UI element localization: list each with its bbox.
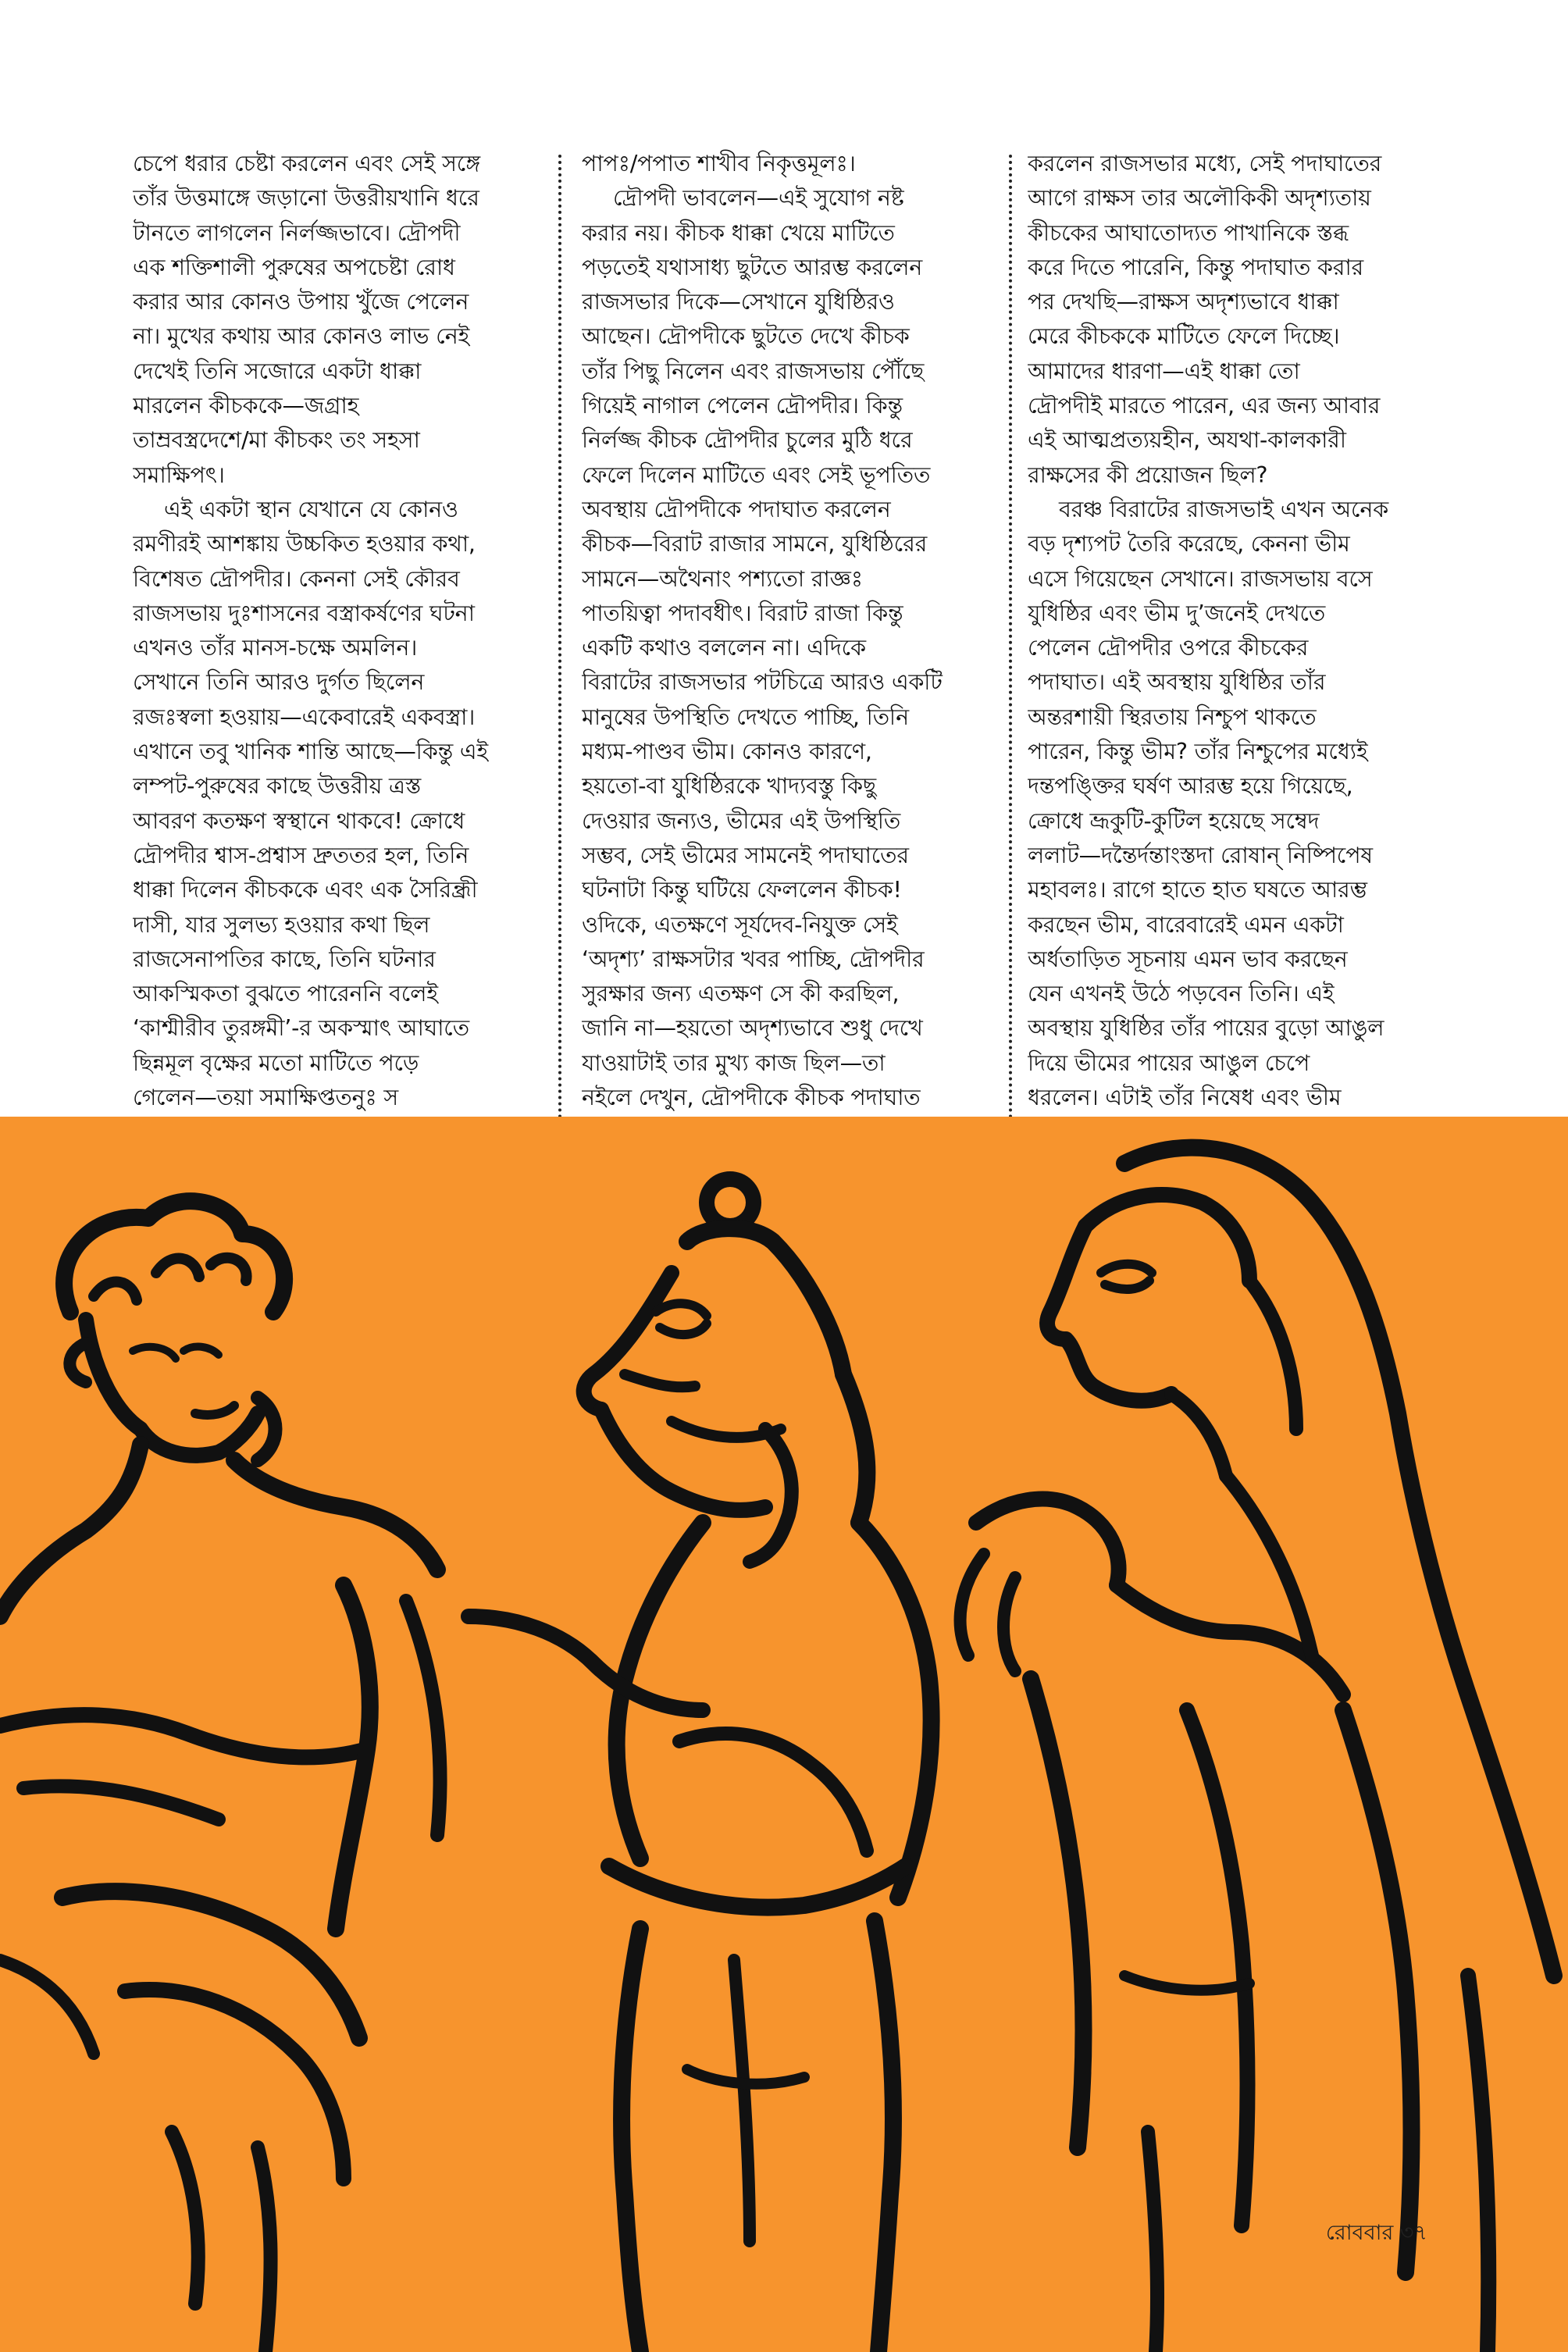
text-line: গেলেন—তয়া সমাক্ষিপ্ততনুঃ স [133,1085,398,1111]
text-line: সুরক্ষার জন্য এতক্ষণ সে কী করছিল, [582,981,900,1007]
text-line: আছেন। দ্রৌপদীকে ছুটতে দেখে কীচক [582,323,910,350]
text-line: রাজসেনাপতির কাছে, তিনি ঘটনার [133,946,436,972]
text-line: বিশেষত দ্রৌপদীর। কেননা সেই কৌরব [133,565,460,592]
text-line: আবরণ কতক্ষণ স্বস্থানে থাকবে! ক্রোধে [133,807,465,834]
text-column-2 [582,147,1007,1115]
text-line: মহাবলঃ। রাগে হাতে হাত ঘষতে আরম্ভ [1028,877,1367,903]
text-line: তাঁর পিছু নিলেন এবং রাজসভায় পৌঁছে [582,358,925,384]
text-line: পেলেন দ্রৌপদীর ওপরে কীচকের [1028,635,1309,661]
text-line: রাজসভায় দুঃশাসনের বস্ত্রাকর্ষণের ঘটনা [133,600,475,626]
text-line: ছিন্নমূল বৃক্ষের মতো মাটিতে পড়ে [133,1049,419,1076]
text-line: ওদিকে, এতক্ষণে সূর্যদেব-নিযুক্ত সেই [582,911,898,938]
text-column-1 [133,147,554,1115]
text-line: চেপে ধরার চেষ্টা করলেন এবং সেই সঙ্গে [133,151,480,176]
text-line: অবস্থায় যুধিষ্ঠির তাঁর পায়ের বুড়ো আঙুল [1028,1015,1384,1042]
text-line: রাক্ষসের কী প্রয়োজন ছিল? [1028,461,1268,488]
text-line: পাপঃ/পপাত শাখীব নিকৃত্তমূলঃ। [582,151,856,176]
text-line: সেখানে তিনি আরও দুর্গত ছিলেন [133,669,425,696]
text-line: অন্তরশায়ী স্থিরতায় নিশ্চুপ থাকতে [1028,704,1317,730]
text-line: ধরলেন। এটাই তাঁর নিষেধ এবং ভীম [1028,1085,1342,1111]
text-line: করার নয়। কীচক ধাক্কা খেয়ে মাটিতে [582,219,895,246]
text-line: এখানে তবু খানিক শান্তি আছে—কিন্তু এই [133,739,488,765]
text-line: বড় দৃশ্যপট তৈরি করেছে, কেননা ভীম [1028,531,1350,558]
text-line: যুধিষ্ঠির এবং ভীম দু’জনেই দেখতে [1028,600,1326,626]
text-line: পদাঘাত। এই অবস্থায় যুধিষ্ঠির তাঁর [1028,669,1326,696]
text-line: নির্লজ্জ কীচক দ্রৌপদীর চুলের মুঠি ধরে [582,427,913,454]
text-line: এখনও তাঁর মানস-চক্ষে অমলিন। [133,635,418,661]
text-line: রজঃস্বলা হওয়ায়—একেবারেই একবস্ত্রা। [133,704,476,730]
text-line: না। মুখের কথায় আর কোনও লাভ নেই [133,323,470,350]
text-column-3 [1028,147,1449,1115]
text-line: ঘটনাটা কিন্তু ঘটিয়ে ফেললেন কীচক! [582,877,902,903]
text-line: পারেন, কিন্তু ভীম? তাঁর নিশ্চুপের মধ্যেই [1028,739,1368,765]
page-folio: রোববার ৩৭ [1325,2221,1427,2245]
text-line: দাসী, যার সুলভ্য হওয়ার কথা ছিল [133,911,430,938]
text-line: সমাক্ষিপৎ। [133,461,225,488]
text-line: জানি না—হয়তো অদৃশ্যভাবে শুধু দেখে [582,1015,923,1042]
text-line: দেখেই তিনি সজোরে একটা ধাক্কা [133,358,422,384]
text-line: মেরে কীচককে মাটিতে ফেলে দিচ্ছে। [1028,323,1340,350]
text-line: গিয়েই নাগাল পেলেন দ্রৌপদীর। কিন্তু [582,393,903,419]
text-line: লম্পট-পুরুষের কাছে উত্তরীয় ত্রস্ত [133,773,422,800]
text-line: ‘কাশ্মীরীব তুরঙ্গমী’-র অকস্মাৎ আঘাতে [133,1015,469,1042]
text-line: রাজসভার দিকে—সেখানে যুধিষ্ঠিরও [582,289,895,315]
text-line: বরঞ্চ বিরাটের রাজসভাই এখন অনেক [1059,496,1388,522]
text-line: সামনে—অথৈনাং পশ্যতো রাজ্ঞঃ [582,565,863,592]
text-line: কীচকের আঘাতোদ্যত পাখানিকে স্তব্ধ [1028,219,1349,246]
text-line: ফেলে দিলেন মাটিতে এবং সেই ভূপতিত [582,461,931,488]
text-line: করলেন রাজসভার মধ্যে, সেই পদাঘাতের [1028,151,1382,176]
text-line: দ্রৌপদী ভাবলেন—এই সুযোগ নষ্ট [613,185,904,212]
text-line: দ্রৌপদীর শ্বাস-প্রশ্বাস দ্রুততর হল, তিনি [133,842,469,868]
figure-man-curly-hair [0,1201,440,2352]
text-line: সম্ভব, সেই ভীমের সামনেই পদাঘাতের [582,842,909,868]
text-line: মধ্যম-পাণ্ডব ভীম। কোনও কারণে, [582,739,872,765]
text-line: হয়তো-বা যুধিষ্ঠিরকে খাদ্যবস্তু কিছু [582,773,876,800]
text-line: পর দেখছি—রাক্ষস অদৃশ্যভাবে ধাক্কা [1028,289,1339,315]
column-divider [1009,155,1012,1119]
text-line: করার আর কোনও উপায় খুঁজে পেলেন [133,289,469,315]
text-line: অবস্থায় দ্রৌপদীকে পদাঘাত করলেন [582,496,891,522]
text-line: আমাদের ধারণা—এই ধাক্কা তো [1028,358,1300,384]
text-line: তাম্রবস্ত্রদেশে/মা কীচকং তং সহসা [133,427,420,454]
text-line: এসে গিয়েছেন সেখানে। রাজসভায় বসে [1028,565,1373,592]
text-line: বিরাটের রাজসভার পটচিত্রে আরও একটি [582,669,943,696]
text-line: পাতয়িত্বা পদাবধীৎ। বিরাট রাজা কিন্তু [582,600,903,626]
text-line: ধাক্কা দিলেন কীচককে এবং এক সৈরিন্ধ্রী [133,877,478,903]
text-line: রমণীরই আশঙ্কায় উচ্চকিত হওয়ার কথা, [133,531,476,558]
text-line: দিয়ে ভীমের পায়ের আঙুল চেপে [1028,1049,1310,1076]
text-line: কীচক—বিরাট রাজার সামনে, যুধিষ্ঠিরের [582,531,928,558]
figure-bearded-man [469,1179,932,2352]
text-line: ক্রোধে ভ্রূকুটি-কুটিল হয়েছে সম্বেদ [1028,807,1320,834]
text-line: দেওয়ার জন্যও, ভীমের এই উপস্থিতি [582,807,901,834]
text-line: টানতে লাগলেন নির্লজ্জভাবে। দ্রৌপদী [133,219,461,246]
text-line: পড়তেই যথাসাধ্য ছুটতে আরম্ভ করলেন [582,254,923,280]
text-line: ‘অদৃশ্য’ রাক্ষসটার খবর পাচ্ছি, দ্রৌপদীর [582,946,925,972]
column-divider [558,155,561,1119]
text-line: মানুষের উপস্থিতি দেখতে পাচ্ছি, তিনি [582,704,909,730]
text-line: অর্ধতাড়িত সূচনায় এমন ভাব করছেন [1028,946,1348,972]
text-line: করছেন ভীম, বারেবারেই এমন একটা [1028,911,1344,938]
illustration-artwork [0,1117,1568,2352]
text-line: এই একটা স্থান যেখানে যে কোনও [164,496,458,522]
illustration-panel [0,1117,1568,2352]
article-text-area [0,0,1568,1117]
text-line: আকস্মিকতা বুঝতে পারেননি বলেই [133,981,438,1007]
text-line: নইলে দেখুন, দ্রৌপদীকে কীচক পদাঘাত [582,1085,921,1111]
text-line: এই আত্মপ্রত্যয়হীন, অযথা-কালকারী [1028,427,1346,454]
text-line: আগে রাক্ষস তার অলৌকিকী অদৃশ্যতায় [1028,185,1371,212]
text-line: যাওয়াটাই তার মুখ্য কাজ ছিল—তা [582,1049,886,1076]
text-line: ললাট—দন্তৈর্দন্তাংস্তদা রোষান্ নিষ্পিপেষ [1028,842,1373,868]
text-line: এক শক্তিশালী পুরুষের অপচেষ্টা রোধ [133,254,455,280]
text-line: যেন এখনই উঠে পড়বেন তিনি। এই [1028,981,1335,1007]
text-line: করে দিতে পারেনি, কিন্তু পদাঘাত করার [1028,254,1364,280]
text-line: দ্রৌপদীই মারতে পারেন, এর জন্য আবার [1028,393,1381,419]
figure-woman-veil [960,1148,1554,2352]
text-line: একটি কথাও বললেন না। এদিকে [582,635,866,661]
text-line: তাঁর উত্তমাঙ্গে জড়ানো উত্তরীয়খানি ধরে [133,185,479,212]
text-line: মারলেন কীচককে—জগ্রাহ [133,393,359,419]
text-line: দন্তপঙ্ক্তির ঘর্ষণ আরম্ভ হয়ে গিয়েছে, [1028,773,1353,800]
